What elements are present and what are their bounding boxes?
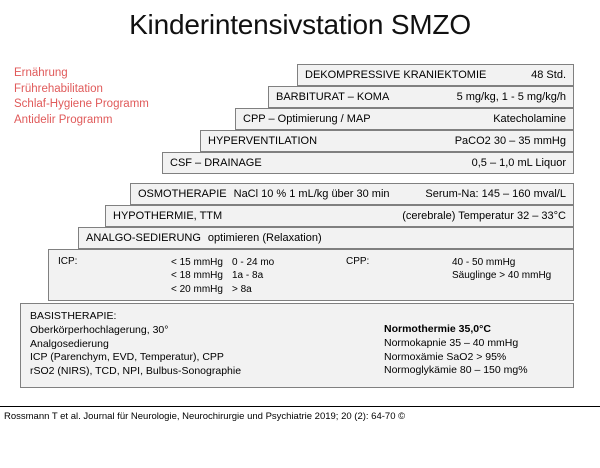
icp-threshold-value: < 20 mmHg: [171, 283, 223, 295]
basistherapie-item: Oberkörperhochlagerung, 30°: [30, 323, 169, 336]
cpp-threshold-row: [452, 269, 551, 282]
therapy-row-label: BARBITURAT – KOMA: [276, 91, 390, 103]
adjunct-item: Schlaf-Hygiene Programm: [14, 98, 149, 110]
icp-age-range: 0 - 24 mo: [232, 257, 275, 268]
icp-heading: ICP:: [58, 256, 78, 267]
cpp-threshold-value: 40 - 50 mmHg: [452, 257, 516, 268]
therapy-row-value: 5 mg/kg, 1 - 5 mg/kg/h: [456, 91, 566, 103]
cpp-heading: CPP:: [346, 256, 370, 267]
basistherapie-target: Normokapnie 35 – 40 mmHg: [384, 336, 519, 349]
cpp-threshold-value: Säuglinge > 40 mmHg: [452, 270, 552, 282]
therapy-row-dekompressive-kraniektomie: [297, 64, 574, 86]
therapy-row-label: ANALGO-SEDIERUNG: [86, 232, 201, 244]
icp-threshold-row: [171, 269, 274, 282]
therapy-row-value: (cerebrale) Temperatur 32 – 33°C: [402, 210, 566, 222]
basistherapie-item: Analgosedierung: [30, 337, 109, 350]
icp-age-range: > 8a: [232, 283, 252, 295]
icp-threshold-value: < 15 mmHg: [171, 257, 223, 268]
therapy-row-hyperventilation: [200, 130, 574, 152]
therapy-row-value: 0,5 – 1,0 mL Liquor: [471, 157, 566, 169]
basistherapie-item: rSO2 (NIRS), TCD, NPI, Bulbus-Sonographie: [30, 365, 242, 378]
therapy-row-barbiturat-koma: [268, 86, 574, 108]
therapy-row-analgo-sedierung: [78, 227, 574, 249]
therapy-row-hypothermie-ttm: [105, 205, 574, 227]
basistherapie-target: Normothermie 35,0°C: [384, 323, 491, 335]
therapy-row-label: DEKOMPRESSIVE KRANIEKTOMIE: [305, 69, 487, 81]
icp-age-range: 1a - 8a: [232, 270, 264, 282]
cpp-threshold-list: [452, 256, 551, 283]
therapy-row-extra: NaCl 10 % 1 mL/kg über 30 min: [233, 188, 390, 200]
therapy-row-value: Katecholamine: [493, 113, 566, 125]
footer-divider: [0, 406, 600, 407]
adjunct-item: Ernährung: [14, 67, 68, 79]
therapy-row-csf-drainage: [162, 152, 574, 174]
adjunct-item: Frührehabilitation: [14, 82, 103, 95]
page-title: Kinderintensivstation SMZO: [129, 9, 471, 40]
cpp-column: [346, 256, 551, 283]
icp-column: [58, 256, 274, 296]
therapy-row-label: OSMOTHERAPIE: [138, 188, 227, 200]
cpp-threshold-row: [452, 256, 551, 269]
therapy-row-value: Serum-Na: 145 – 160 mval/L: [425, 188, 566, 200]
therapy-row-label: CPP – Optimierung / MAP: [243, 113, 371, 125]
basistherapie-right-column: [384, 323, 528, 378]
therapy-row-label: HYPOTHERMIE, TTM: [113, 210, 223, 222]
therapy-row-label: HYPERVENTILATION: [208, 135, 318, 147]
footer-citation: Rossmann T et al. Journal für Neurologie, Neurochirurgie und Psychiatrie 2019; 20 (2): 64-70 ©: [4, 411, 406, 422]
basistherapie-item: ICP (Parenchym, EVD, Temperatur), CPP: [30, 351, 224, 364]
icp-threshold-row: [171, 256, 274, 269]
therapy-row-extra: optimieren (Relaxation): [207, 232, 322, 244]
therapy-row-value: 48 Std.: [531, 69, 566, 81]
therapy-row-cpp-optimierung-map: [235, 108, 574, 130]
basistherapie-target: Normoglykämie 80 – 150 mg%: [384, 364, 528, 377]
therapy-row-value: PaCO2 30 – 35 mmHg: [454, 135, 566, 147]
basistherapie-box: [20, 303, 574, 388]
icp-threshold-row: [171, 283, 274, 296]
basistherapie-left-column: [30, 310, 241, 379]
adjunct-item: Antidelir Programm: [14, 113, 113, 126]
therapy-row-label: CSF – DRAINAGE: [170, 157, 262, 169]
icp-threshold-value: < 18 mmHg: [171, 270, 223, 282]
basistherapie-heading: BASISTHERAPIE:: [30, 310, 117, 322]
icp-cpp-target-box: [48, 249, 574, 301]
basistherapie-target: Normoxämie SaO2 > 95%: [384, 350, 507, 363]
icp-threshold-list: [171, 256, 274, 296]
therapy-row-osmotherapie: [130, 183, 574, 205]
